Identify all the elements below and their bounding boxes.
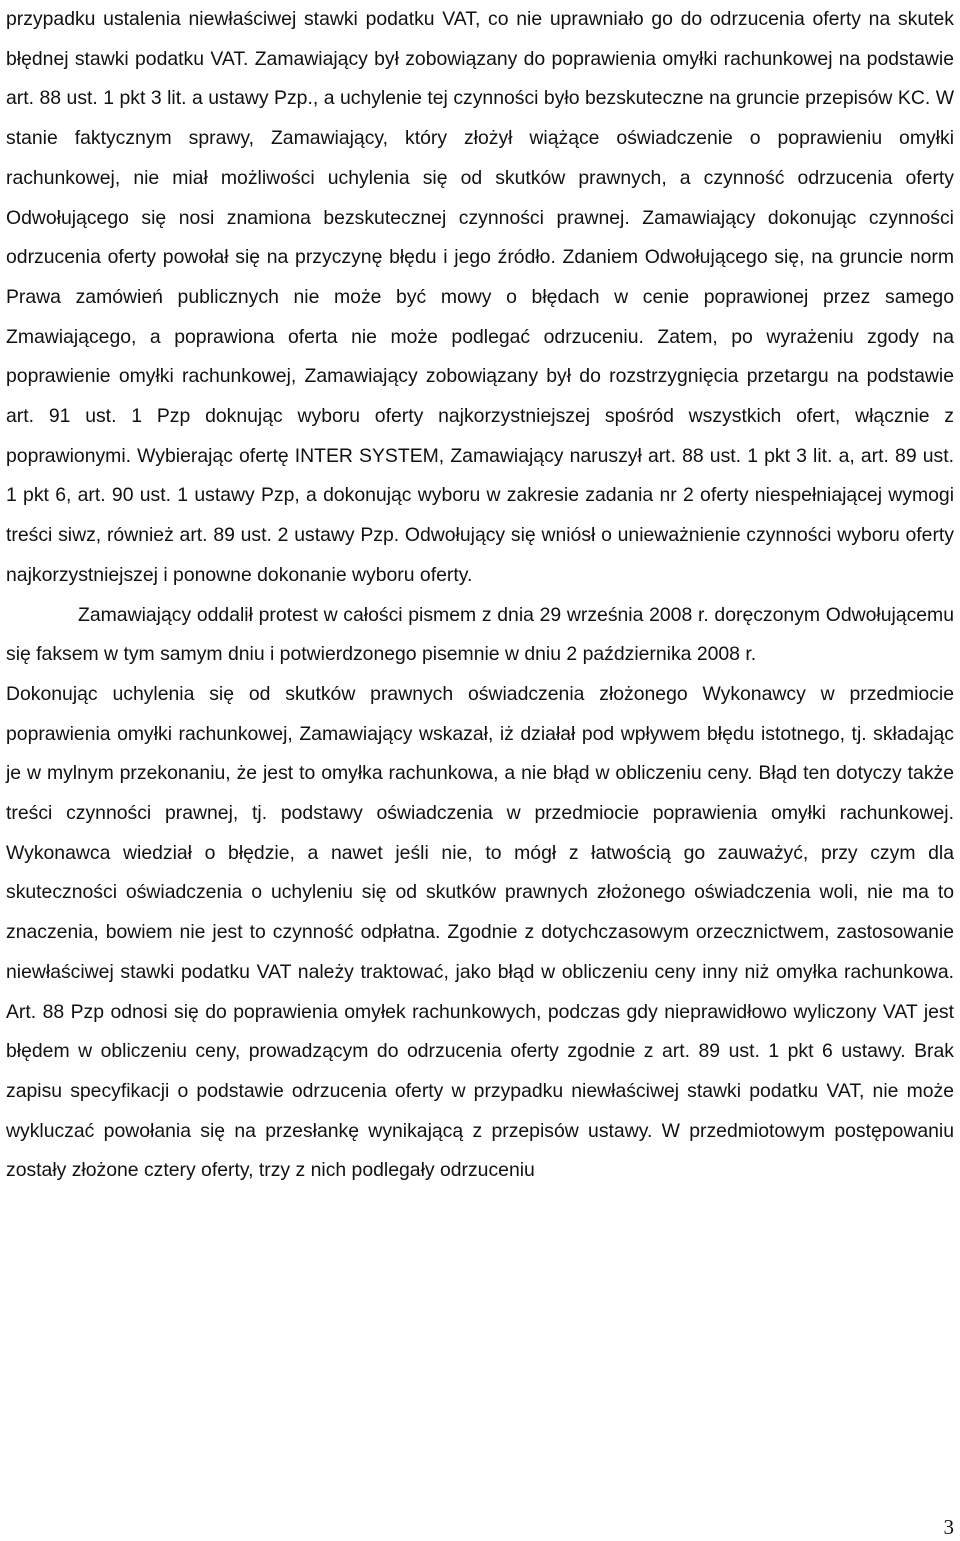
paragraph-zamawiajacy-reasoning: Dokonując uchylenia się od skutków prawnych oświadczenia złożonego Wykonawcy w przedmiocie poprawienia omyłki rachunkowej, Zamawiający wskazał, iż działał pod wpływem błędu istotnego, tj. składając je w mylnym przekonaniu, że jest to omyłka rachunkowa, a nie błąd w obliczeniu ceny. Błąd ten dotyczy także treści czynności prawnej, tj. podstawy oświadczenia w przedmiocie poprawienia omyłki rachunkowej. Wykonawca wiedział o błędzie, a nawet jeśli nie, to mógł z łatwością go zauważyć, przy czym dla skuteczności oświadczenia o uchyleniu się od skutków prawnych złożonego oświadczenia woli, nie ma to znaczenia, bowiem nie jest to czynność odpłatna. Zgodnie z dotychczasowym orzecznictwem, zastosowanie niewłaściwej stawki podatku VAT należy traktować, jako błąd w obliczeniu ceny inny niż omyłka rachunkowa. Art. 88 Pzp odnosi się do poprawienia omyłek rachunkowych, podczas gdy nieprawidłowo wyliczony VAT jest błędem w obliczeniu ceny, prowadzącym do odrzucenia oferty zgodnie z art. 89 ust. 1 pkt 6 ustawy. Brak zapisu specyfikacji o podstawie odrzucenia oferty w przypadku niewłaściwej stawki podatku VAT, nie może wykluczać powołania się na przesłankę wynikającą z przepisów ustawy. W przedmiotowym postępowaniu zostały złożone cztery oferty, trzy z nich podlegały odrzuceniu [6, 682, 954, 1182]
page-number: 3 [943, 1515, 954, 1539]
paragraph-protest-dismissed: Zamawiający oddalił protest w całości pismem z dnia 29 września 2008 r. doręczonym Odwołującemu się faksem w tym samym dniu i potwierdzonego pisemnie w dniu 2 października 2008 r. [6, 603, 954, 666]
document-page [6, 0, 954, 1191]
paragraph-odwolujacy-argumentation: przypadku ustalenia niewłaściwej stawki podatku VAT, co nie uprawniało go do odrzucenia oferty na skutek błędnej stawki podatku VAT. Zamawiający był zobowiązany do poprawienia omyłki rachunkowej na podstawie art. 88 ust. 1 pkt 3 lit. a ustawy Pzp., a uchylenie tej czynności było bezskuteczne na gruncie przepisów KC. W stanie faktycznym sprawy, Zamawiający, który złożył wiążące oświadczenie o poprawieniu omyłki rachunkowej, nie miał możliwości uchylenia się od skutków prawnych, a czynność odrzucenia oferty Odwołującego się nosi znamiona bezskutecznej czynności prawnej. Zamawiający dokonując czynności odrzucenia oferty powołał się na przyczynę błędu i jego źródło. Zdaniem Odwołującego się, na gruncie norm Prawa zamówień publicznych nie może być mowy o błędach w cenie poprawionej przez samego Zmawiającego, a poprawiona oferta nie może podlegać odrzuceniu. Zatem, po wyrażeniu zgody na poprawienie omyłki rachunkowej, Zamawiający zobowiązany był do rozstrzygnięcia przetargu na podstawie art. 91 ust. 1 Pzp doknując wyboru oferty najkorzystniejszej spośród wszystkich ofert, włącznie z poprawionymi. Wybierając ofertę INTER SYSTEM, Zamawiający naruszył art. 88 ust. 1 pkt 3 lit. a, art. 89 ust. 1 pkt 6, art. 90 ust. 1 ustawy Pzp, a dokonując wyboru w zakresie zadania nr 2 oferty niespełniającej wymogi treści siwz, również art. 89 ust. 2 ustawy Pzp. Odwołujący się wniósł o unieważnienie czynności wyboru oferty najkorzystniejszej i ponowne dokonanie wyboru oferty. [6, 8, 954, 586]
